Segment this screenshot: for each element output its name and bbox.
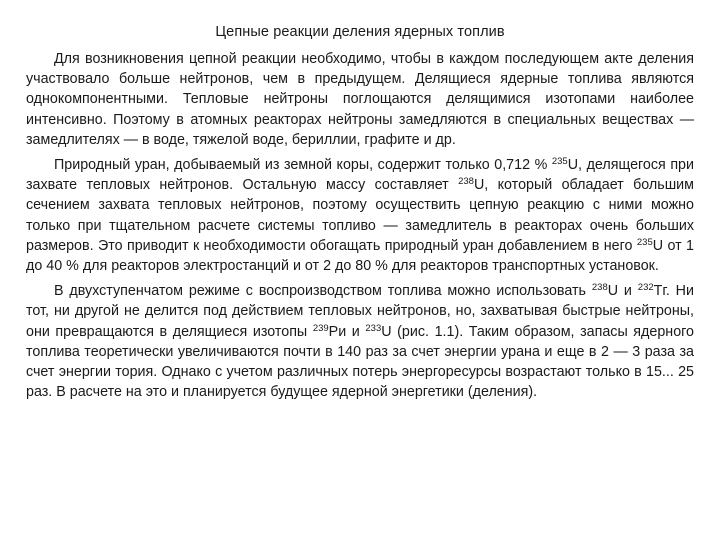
isotope-mass-number: 238 <box>591 282 608 294</box>
page-title: Цепные реакции деления ядерных топлив <box>215 24 505 40</box>
text-run: В двухступенчатом режиме с воспроизводством топлива можно использовать <box>54 283 592 300</box>
paragraph-natural-uranium <box>26 155 694 276</box>
text-run: Тг. Ни тот, ни другой не делится под действием тепловых нейтронов, но, захватывая быстрые нейтроны, они превращаются в делящиеся изотопы <box>26 283 694 340</box>
text-run: U (рис. 1.1). Таким образом, запасы ядерного топлива теоретически увеличиваются почти в 140 раз за счет энергии урана и еще в 2 — 3 раза за счет энергии тория. Однако с учетом различных потерь энергоресурсы возрастают только в 15... 25 раз. В расчете на это и планируется будущее ядерной энергетики (деления). <box>26 323 694 401</box>
paragraph-chain-reaction: Для возникновения цепной реакции необходимо, чтобы в каждом последующем акте деления участвовало больше нейтронов, чем в предыдущем. Делящиеся ядерные топлива являются однокомпонентными. Тепловые нейтроны поглощаются делящимися изотопами наиболее интенсивно. Поэтому в атомных реакторах нейтроны замедляются в специальных веществах — замедлителях — в воде, тяжелой воде, бериллии, графите и др. <box>26 51 694 148</box>
text-run: Ри и <box>328 323 366 340</box>
isotope-mass-number: 238 <box>458 176 474 188</box>
isotope-mass-number: 233 <box>365 322 382 334</box>
isotope-mass-number: 239 <box>312 322 329 334</box>
isotope-mass-number: 232 <box>637 282 654 294</box>
isotope-mass-number: 235 <box>636 236 653 248</box>
text-run: U, делящегося при захвате тепловых нейтронов. Остальную массу составляет <box>26 157 694 194</box>
text-run: U от 1 до 40 % для реакторов электростанций и от 2 до 80 % для реакторов транспортных установок. <box>26 237 694 275</box>
paragraph-breeding-mode <box>26 281 694 402</box>
text-run: U и <box>607 283 638 300</box>
isotope-mass-number: 235 <box>551 156 568 168</box>
text-run: U, который обладает большим сечением захвата тепловых нейтронов, поэтому осуществить цепную реакцию с ними можно только при тщательном расчете системы топливо — замедлитель в реакторах очень больших размеров. Это приводит к необходимости обогащать природный уран добавлением в него <box>26 177 694 254</box>
text-run: Природный уран, добываемый из земной коры, содержит только 0,712 % <box>54 157 552 174</box>
